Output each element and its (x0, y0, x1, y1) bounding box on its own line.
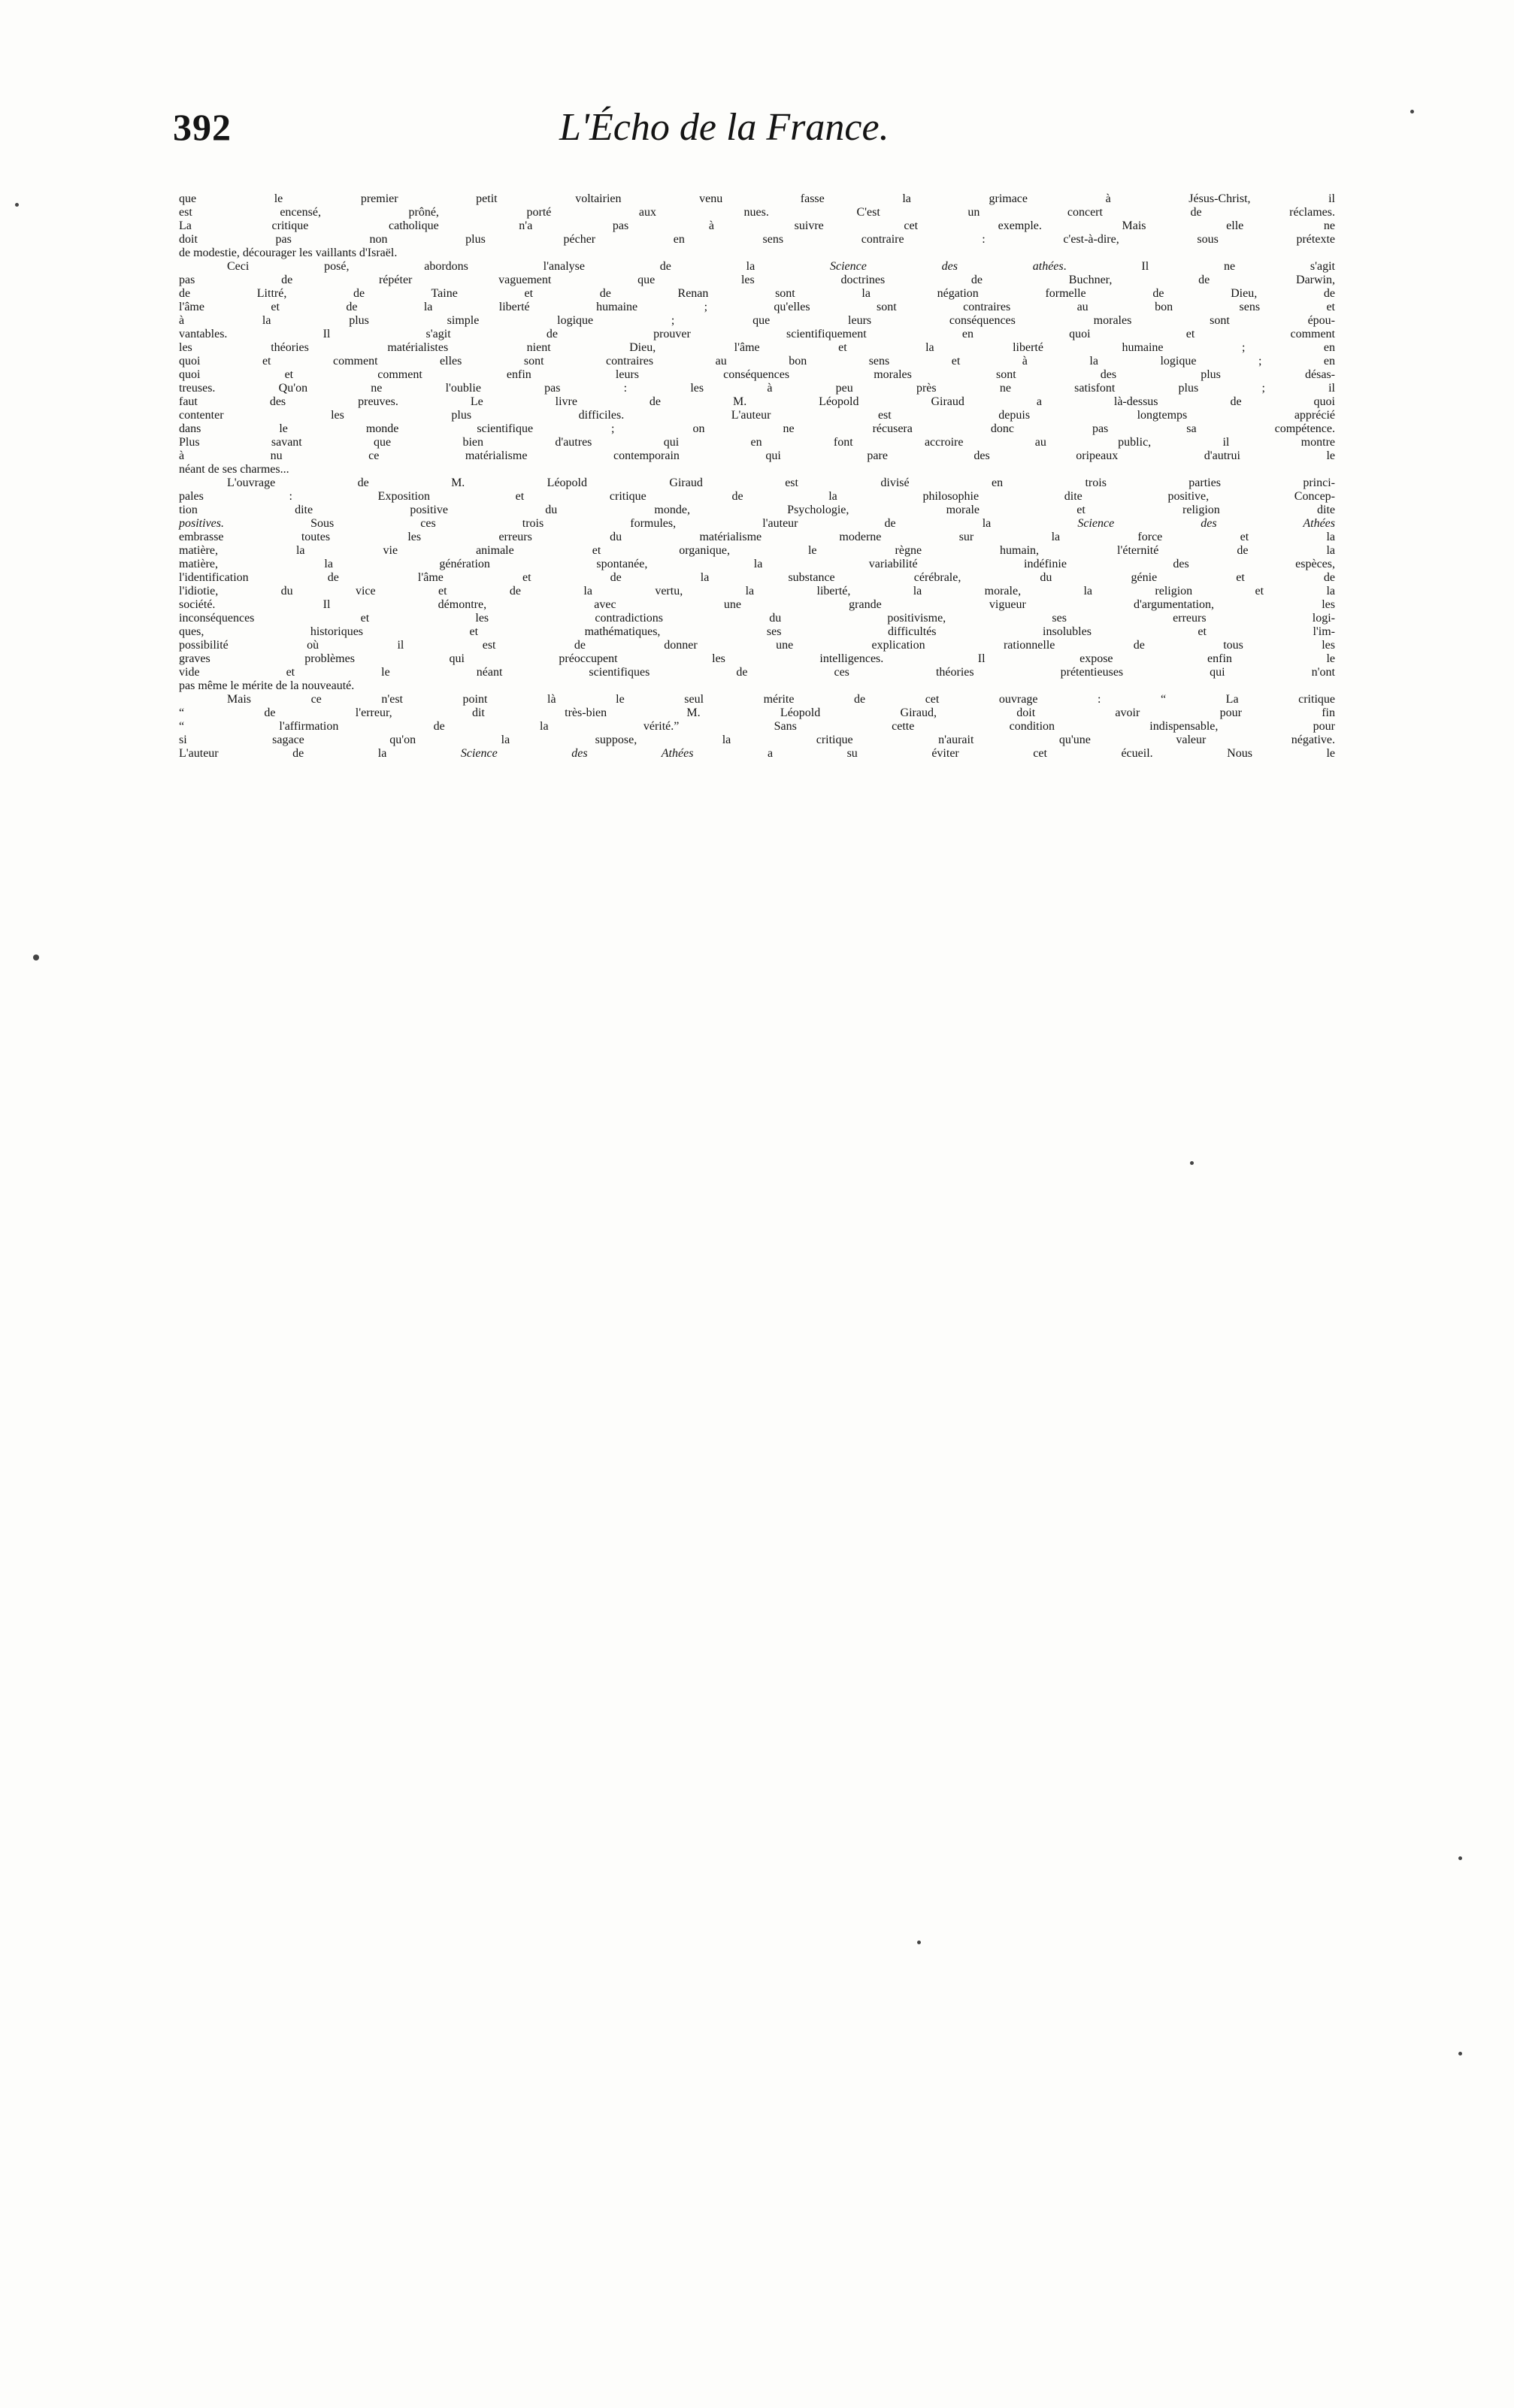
text-line: si sagace qu'on la suppose, la critique n'aurait qu'une valeur négative. (179, 734, 1335, 746)
text-line: à la plus simple logique ; que leurs conséquences morales sont épou- (179, 314, 1335, 327)
text-line: néant de ses charmes... (179, 463, 289, 476)
text-line: quoi et comment enfin leurs conséquences morales sont des plus désas- (179, 368, 1335, 381)
text-line: Plus savant que bien d'autres qui en font accroire au public, il montre (179, 436, 1335, 449)
text-line: La critique catholique n'a pas à suivre cet exemple. Mais elle ne (179, 219, 1335, 232)
text-line: de Littré, de Taine et de Renan sont la négation formelle de Dieu, de (179, 287, 1335, 300)
text-line: “ l'affirmation de la vérité.” Sans cette condition indispensable, pour (179, 720, 1335, 733)
text-line: “ de l'erreur, dit très-bien M. Léopold Giraud, doit avoir pour fin (179, 706, 1335, 719)
text-line: Mais ce n'est point là le seul mérite de cet ouvrage : “ La critique (227, 693, 1335, 706)
text-line: matière, la génération spontanée, la variabilité indéfinie des espèces, (179, 558, 1335, 570)
text-line: pas de répéter vaguement que les doctrines de Buchner, de Darwin, (179, 274, 1335, 286)
text-line: que le premier petit voltairien venu fasse la grimace à Jésus-Christ, il (179, 192, 1335, 205)
text-line: ques, historiques et mathématiques, ses difficultés insolubles et l'im- (179, 625, 1335, 638)
text-line: L'ouvrage de M. Léopold Giraud est divisé en trois parties princi- (227, 476, 1335, 489)
text-line: vantables. Il s'agit de prouver scientifiquement en quoi et comment (179, 328, 1335, 340)
text-line: possibilité où il est de donner une explication rationnelle de tous les (179, 639, 1335, 652)
text-line: à nu ce matérialisme contemporain qui pare des oripeaux d'autrui le (179, 449, 1335, 462)
text-line: l'idiotie, du vice et de la vertu, la liberté, la morale, la religion et la (179, 585, 1335, 597)
body-text (179, 192, 1335, 761)
page-header (168, 105, 1323, 165)
text-line: pas même le mérite de la nouveauté. (179, 679, 355, 692)
text-line: treuses. Qu'on ne l'oublie pas : les à peu près ne satisfont plus ; il (179, 382, 1335, 395)
running-title: L'Écho de la France. (559, 106, 889, 149)
text-line: matière, la vie animale et organique, le règne humain, l'éternité de la (179, 544, 1335, 557)
text-line: pales : Exposition et critique de la philosophie dite positive, Concep- (179, 490, 1335, 503)
text-line: Ceci posé, abordons l'analyse de la Science des athées. Il ne s'agit (227, 260, 1335, 273)
text-line: est encensé, prôné, porté aux nues. C'est un concert de réclames. (179, 206, 1335, 219)
text-lines (179, 192, 1335, 761)
page-number: 392 (173, 106, 232, 148)
text-line: contenter les plus difficiles. L'auteur est depuis longtemps apprécié (179, 409, 1335, 422)
text-line: les théories matérialistes nient Dieu, l'âme et la liberté humaine ; en (179, 341, 1335, 354)
text-line: dans le monde scientifique ; on ne récusera donc pas sa compétence. (179, 422, 1335, 435)
text-line: l'âme et de la liberté humaine ; qu'elles sont contraires au bon sens et (179, 301, 1335, 313)
text-line: l'identification de l'âme et de la substance cérébrale, du génie et de (179, 571, 1335, 584)
text-line: positives. Sous ces trois formules, l'auteur de la Science des Athées (179, 517, 1335, 530)
text-line: tion dite positive du monde, Psychologie, morale et religion dite (179, 504, 1335, 516)
text-line: société. Il démontre, avec une grande vigueur d'argumentation, les (179, 598, 1335, 611)
text-line: embrasse toutes les erreurs du matérialisme moderne sur la force et la (179, 531, 1335, 543)
text-line: graves problèmes qui préoccupent les intelligences. Il expose enfin le (179, 652, 1335, 665)
text-line: L'auteur de la Science des Athées a su éviter cet écueil. Nous le (179, 747, 1336, 760)
text-line: de modestie, décourager les vaillants d'Israël. (179, 247, 398, 259)
text-line: vide et le néant scientifiques de ces théories prétentieuses qui n'ont (179, 666, 1335, 679)
text-line: doit pas non plus pécher en sens contraire : c'est-à-dire, sous prétexte (179, 233, 1335, 246)
text-line: quoi et comment elles sont contraires au bon sens et à la logique ; en (179, 355, 1335, 368)
text-line: inconséquences et les contradictions du positivisme, ses erreurs logi- (179, 612, 1335, 625)
text-line: faut des preuves. Le livre de M. Léopold Giraud a là-dessus de quoi (179, 395, 1335, 408)
